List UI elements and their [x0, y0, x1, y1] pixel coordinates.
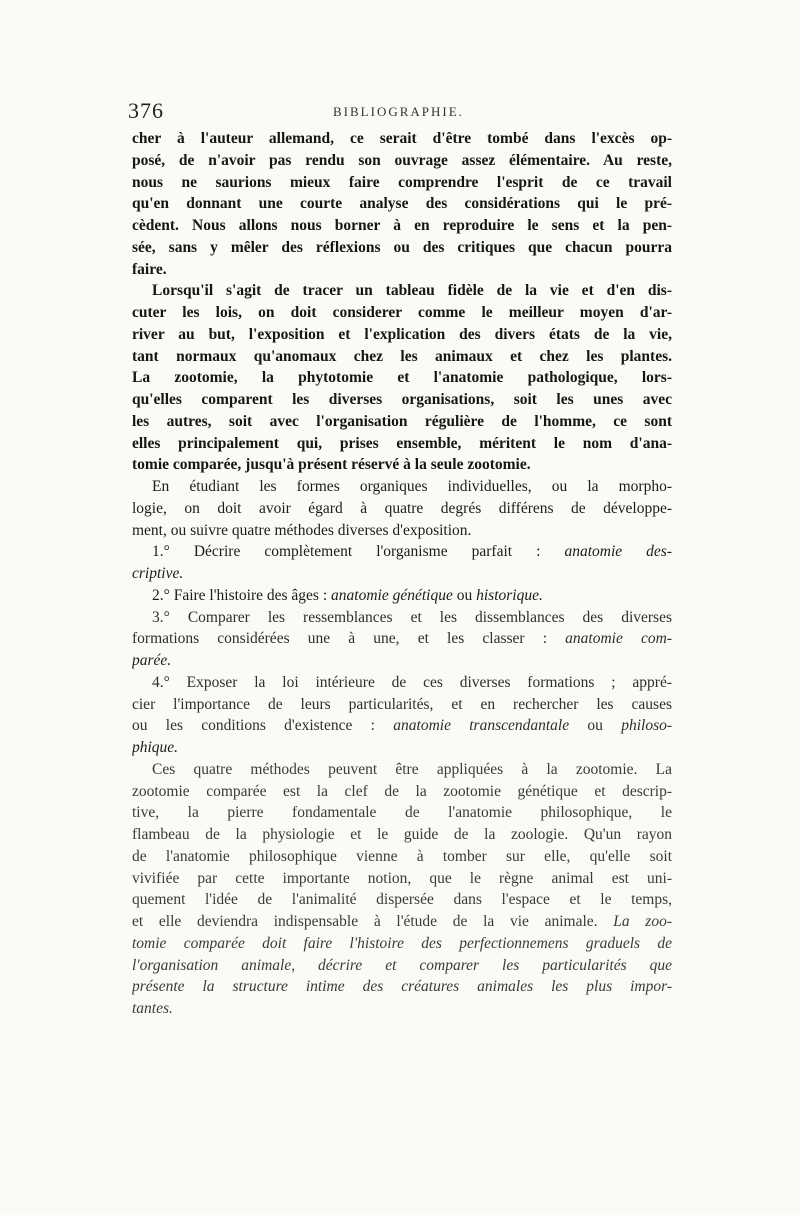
text-line: Ces quatre méthodes peuvent être appliquées à la zootomie. La — [152, 760, 672, 778]
text-line: qu'en donnant une courte analyse des considérations qui le pré- — [132, 195, 672, 213]
text-line: faire. — [132, 260, 167, 278]
text-segment: et elle deviendra indispensable à l'étude de la vie animale. — [132, 913, 614, 930]
list-item-3: 3.° Comparer les ressemblances et les dissemblances des diverses — [152, 608, 672, 626]
text-line: zootomie comparée est la clef de la zootomie génétique et descrip- — [132, 782, 672, 800]
text-line: de l'anatomie philosophique vienne à tomber sur elle, qu'elle soit — [132, 847, 672, 865]
list-item-text: 1.° Décrire complètement l'organisme parfait : — [152, 543, 565, 561]
list-item-4: 4.° Exposer la loi intérieure de ces diverses formations ; appré- — [152, 673, 672, 691]
conjunction: ou — [569, 717, 622, 735]
text-line: tomie comparée, jusqu'à présent réservé à la seule zootomie. — [132, 456, 531, 474]
text-line — [132, 911, 672, 933]
running-head: BIBLIOGRAPHIE. — [333, 104, 464, 119]
text-line — [132, 715, 672, 737]
list-item-text: 2.° Faire l'histoire des âges : — [152, 586, 332, 604]
text-line: sée, sans y mêler des réflexions ou des critiques que chacun pourra — [132, 238, 672, 256]
text-line: cier l'importance de leurs particularités, et en rechercher les causes — [132, 695, 672, 713]
list-item-2 — [132, 585, 672, 607]
text-line: logie, on doit avoir égard à quatre degrés différens de développe- — [132, 499, 672, 517]
text-line: présente la structure intime des créatures animales les plus impor- — [132, 978, 672, 996]
page-number: 376 — [128, 98, 164, 123]
text-line: parée. — [132, 652, 172, 669]
italic-term: philoso- — [621, 717, 672, 735]
italic-term: historique. — [476, 586, 543, 604]
italic-term: anatomie génétique — [331, 586, 453, 604]
text-line: La zootomie, la phytotomie et l'anatomie pathologique, lors- — [132, 369, 672, 387]
text-line: tive, la pierre fondamentale de l'anatomie philosophique, le — [132, 804, 672, 822]
text-line: tomie comparée doit faire l'histoire des perfectionnemens graduels de — [132, 934, 672, 952]
text-line — [132, 628, 672, 650]
text-line: cher à l'auteur allemand, ce serait d'être tombé dans l'excès op- — [132, 130, 672, 147]
text-line: l'organisation animale, décrire et comparer les particularités que — [132, 956, 672, 974]
italic-term: anatomie com- — [565, 630, 672, 648]
text-line: En étudiant les formes organiques individuelles, ou la morpho- — [152, 478, 672, 495]
text-line: tantes. — [132, 1000, 173, 1017]
text-line: nous ne saurions mieux faire comprendre l'esprit de ce travail — [132, 173, 672, 191]
body-text — [132, 128, 672, 1020]
text-line: vivifiée par cette importante notion, que le règne animal est uni- — [132, 869, 672, 887]
page-header — [128, 98, 676, 128]
list-item-text: ou les conditions d'existence : — [132, 717, 394, 735]
text-line: phique. — [132, 739, 179, 756]
italic-term: anatomie des- — [564, 543, 672, 561]
conjunction: ou — [452, 586, 477, 604]
list-item-text: formations considérées une à une, et les classer : — [132, 630, 566, 648]
text-line: posé, de n'avoir pas rendu son ouvrage assez élémentaire. Au reste, — [132, 151, 672, 169]
italic-term: anatomie transcendantale — [393, 717, 570, 735]
text-line: ment, ou suivre quatre méthodes diverses d'exposition. — [132, 521, 472, 539]
list-item-1 — [132, 541, 672, 563]
text-line: Lorsqu'il s'agit de tracer un tableau fidèle de la vie et d'en dis- — [152, 282, 672, 300]
text-line: cèdent. Nous allons nous borner à en reproduire le sens et la pen- — [132, 217, 672, 234]
text-line: criptive. — [132, 565, 184, 582]
text-line: flambeau de la physiologie et le guide de la zoologie. Qu'un rayon — [132, 826, 672, 843]
text-line: cuter les lois, on doit considerer comme le meilleur moyen d'ar- — [132, 304, 672, 321]
text-line: river au but, l'exposition et l'explication des divers états de la vie, — [132, 325, 672, 343]
text-line: tant normaux qu'anomaux chez les animaux et chez les plantes. — [132, 347, 672, 365]
text-line: elles principalement qui, prises ensemble, méritent le nom d'ana- — [132, 434, 672, 452]
text-line: qu'elles comparent les diverses organisations, soit les unes avec — [132, 391, 672, 408]
text-line: quement l'idée de l'animalité dispersée dans l'espace et le temps, — [132, 891, 672, 909]
text-line: les autres, soit avec l'organisation régulière de l'homme, ce sont — [132, 412, 672, 430]
italic-term: La zoo- — [613, 913, 672, 930]
